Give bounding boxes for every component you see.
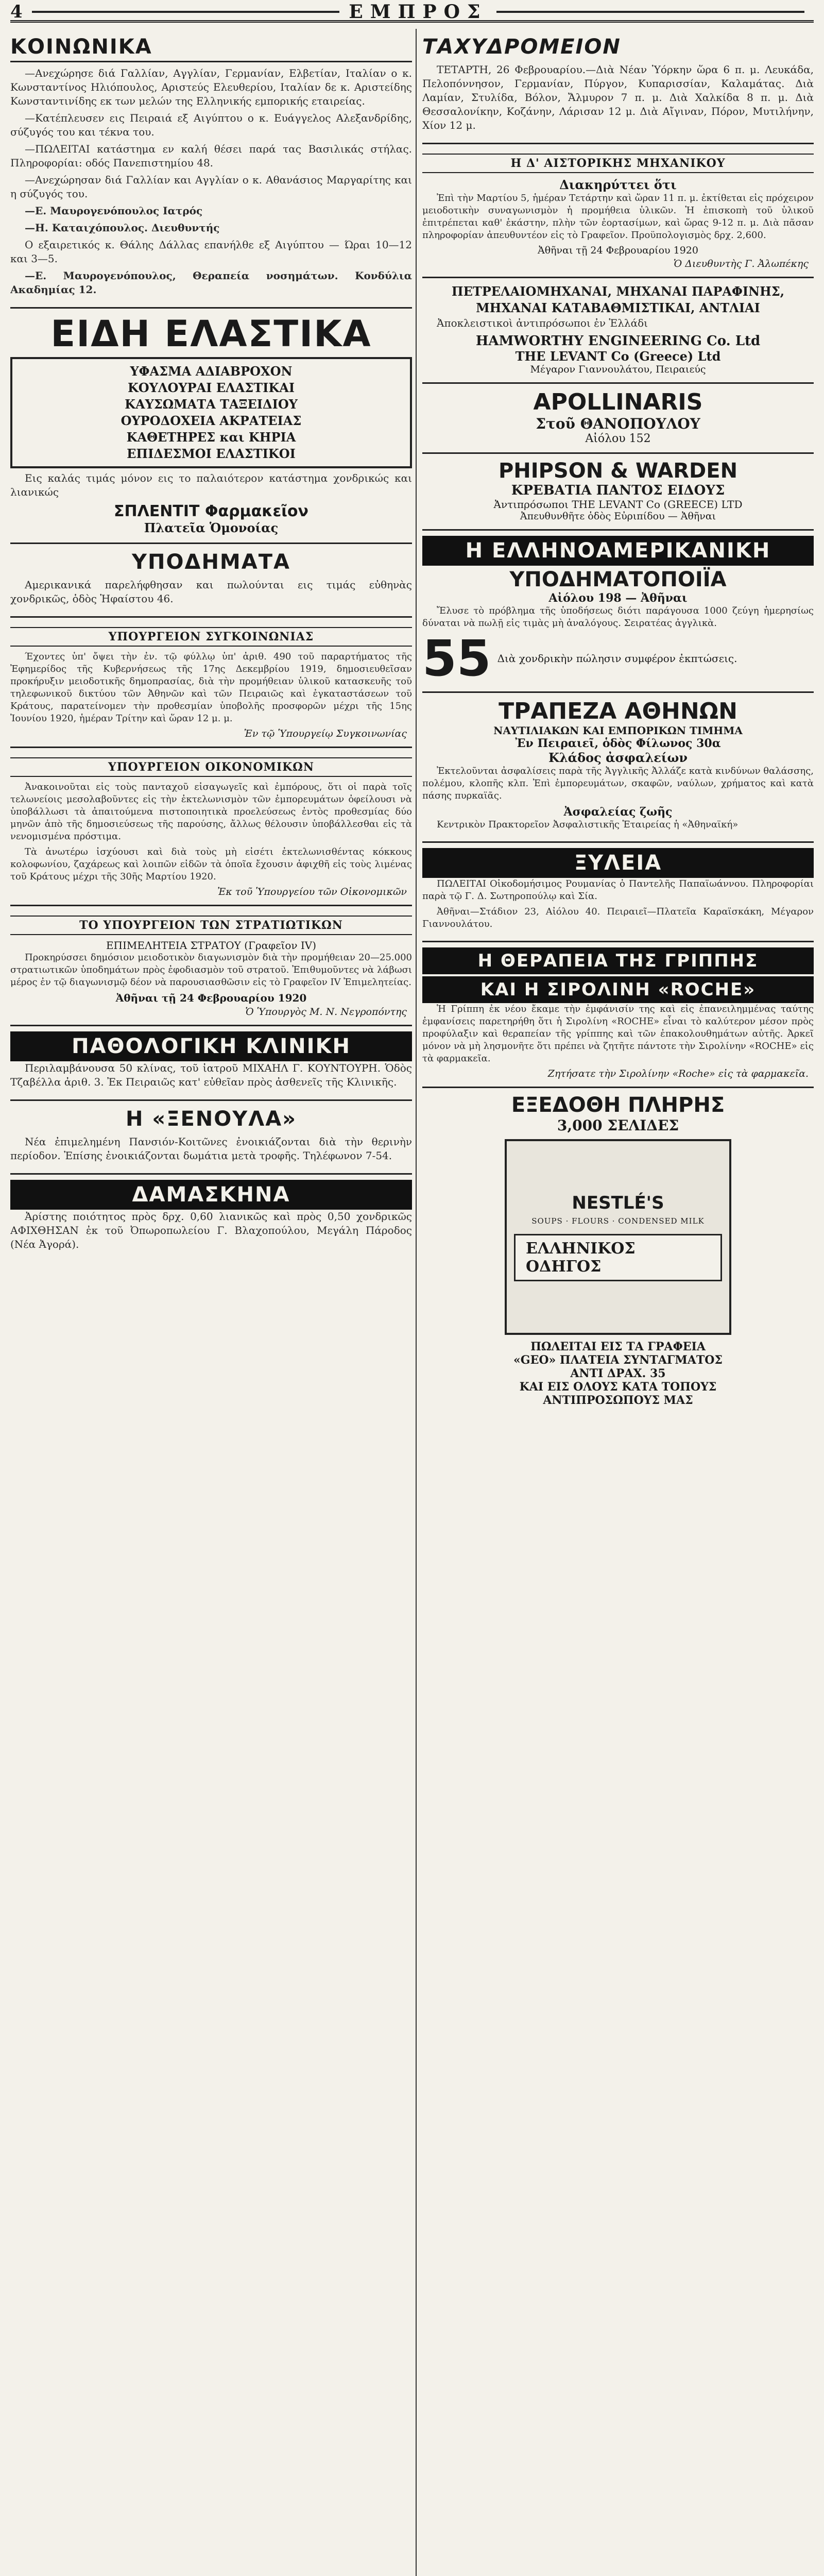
sale-line: ΑΝΤΙΠΡΟΣΩΠΟΥΣ ΜΑΣ	[543, 1394, 693, 1407]
ad-text: ΠΩΛΕΙΤΑΙ Οἰκοδομήσιμος Ρουμανίας ὁ Παντελῆς Παπαϊωάννου. Πληροφορίαι παρὰ τῷ Γ. Δ. Σωτηροπούλῳ καὶ Σία.	[422, 878, 814, 902]
left-column	[10, 29, 412, 2576]
ad-title: ΥΠΟΔΗΜΑΤΑ	[132, 550, 290, 574]
ad-note: Εις καλάς τιμάς μόνον εις το παλαιότερον κατάστημα χονδρικώς και λιανικώς	[10, 472, 412, 498]
damaskina-ad	[10, 1175, 412, 1262]
machines-ad	[422, 278, 814, 384]
paragraph: Ο εξαιρετικός κ. Θάλης Δάλλας επανήλθε εξ Αιγύπτου — Ώραι 10—12 και 3—5.	[10, 239, 412, 265]
ad-title: ΔΑΜΑΣΚΗΝΑ	[10, 1180, 412, 1210]
signature: —Η. Καταιχόπουλος. Διευθυντής	[25, 222, 220, 234]
department: Ἀσφαλείας ζωῆς	[563, 805, 673, 819]
agent-name: Ἀντιπρόσωποι THE LEVANT Co (GREECE) LTD	[493, 498, 743, 511]
sale-line: «GEO» ΠΛΑΤΕΙΑ ΣΥΝΤΑΓΜΑΤΟΣ	[513, 1353, 723, 1367]
wood-ad	[422, 843, 814, 942]
grippe-ad	[422, 942, 814, 1088]
ad-text: Αμερικανικά παρελήφθησαν και πωλούνται εις τιμάς εὐθηνὰς χονδρικῶς, ὁδὸς Ἡφαίστου 46.	[10, 579, 412, 605]
section-text: ΤΕΤΑΡΤΗ, 26 Φεβρουαρίου.—Διὰ Νέαν Ὑόρκην ὥρα 6 π. μ. Λευκάδα, Πελοπόννησον, Γερμανίαν, Πύργον, Κυπαρισσίαν, Καλαμάτας. Διὰ Λαμίαν, Στυλίδα, Βόλον, Ἄλμυρον 7 π. μ. Διὰ Χαλκίδα 8 π. μ. Διὰ Θεσσαλονίκην, Κοζάνην, Λάρισαν 12 μ. Διὰ Αἴγιναν, Πόρον, Μυτιλήνην, Χίον 12 μ.	[422, 63, 814, 131]
signature: —Ε. Μαυρογενόπουλος Ιατρός	[25, 205, 203, 217]
ad-text: Ἀποκλειστικοὶ ἀντιπρόσωποι ἐν Ἑλλάδι	[437, 317, 648, 329]
ad-text: ΚΡΕΒΑΤΙΑ ΠΑΝΤΟΣ ΕΙΔΟΥΣ	[511, 483, 725, 498]
notice-title: Η Δ' ΑΙΣΤΟΡΙΚΗΣ ΜΗΧΑΝΙΚΟΥ	[422, 154, 814, 173]
notice-title: ΥΠΟΥΡΓΕΙΟΝ ΟΙΚΟΝΟΜΙΚΩΝ	[10, 757, 412, 777]
economics-notice	[10, 748, 412, 906]
ad-item: ΚΑΥΣΩΜΑΤΑ ΤΑΞΕΙΔΙΟΥ	[125, 397, 298, 412]
cover-label: ΕΛΛΗΝΙΚΟΣ ΟΔΗΓΟΣ	[514, 1234, 722, 1281]
notice-signature: Ἐκ τοῦ Ὑπουργείου τῶν Οἰκονομικῶν	[217, 886, 407, 897]
notice-text: Τὰ ἀνωτέρω ἰσχύουσι καὶ διὰ τοὺς μὴ εἰσέτι ἐκτελωνισθέντας κόκκους κολοφωνίου, ζαχάρεως καὶ λοιπῶν εἰδῶν τὰ ὁποῖα ἔχουσιν ἀφιχθῆ εἰς τοὺς λιμένας τοῦ Κράτους μέχρι τῆς 30ῆς Μαρτίου 1920.	[10, 846, 412, 882]
notice-signature: Ἐν τῷ Ὑπουργείῳ Συγκοινωνίας	[244, 728, 407, 739]
ad-subtitle: ΥΠΟΔΗΜΑΤΟΠΟΙΪΑ	[509, 568, 727, 591]
notice-text: Ἀνακοινοῦται εἰς τοὺς πανταχοῦ εἰσαγωγεῖς καὶ ἐμπόρους, ὅτι οἱ παρὰ τοῖς τελωνείοις μεσολαβοῦντες εἰς τὴν ἐκτελωνισμὸν τῶν ἐμπορευμάτων ὀφείλουσι νὰ ὑποβάλλωσι τὰ ἀπαιτούμενα πιστοποιητικὰ προελεύσεως ἐντὸς προθεσμίας δύο μηνῶν ἀπὸ τῆς δημοσιεύσεως τῆς παρούσης, ἄλλως θέλουσιν ὑποβάλλεσθαι εἰς τὰ νενομισμένα πρόστιμα.	[10, 782, 412, 842]
ad-text: Νέα ἐπιμελημένη Πανσιόν-Κοιτῶνες ἐνοικιάζονται διὰ τὴν θερινὴν περίοδον. Ἐπίσης ἐνοικιάζονται δωμάτια μετὰ τροφῆς. Τηλέφωνον 7-54.	[10, 1136, 412, 1162]
brand-name: APOLLINARIS	[533, 389, 703, 415]
brand-name: HAMWORTHY ENGINEERING Co. Ltd	[475, 333, 761, 349]
sale-line: ΠΩΛΕΙΤΑΙ ΕΙΣ ΤΑ ΓΡΑΦΕΙΑ	[530, 1340, 706, 1353]
address: Ἀθῆναι—Στάδιον 23, Αἰόλου 40. Πειραιεῖ—Πλατεῖα Καραϊσκάκη, Μέγαρον Γιαννουλάτου.	[422, 906, 814, 929]
masthead-rule	[496, 11, 804, 13]
column-divider	[416, 29, 417, 2576]
ad-text: Ἀρίστης ποιότητος πρὸς δρχ. 0,60 λιανικῶς καὶ πρὸς 0,50 χονδρικῶς ΑΦΙΧΘΗΣΑΝ ἐκ τοῦ Ὀπωροπωλείου Γ. Βλαχοπούλου, Μεγάλη Πάροδος (Νέα Ἀγορά).	[10, 1210, 412, 1250]
paragraph: —Κατέπλευσεν εις Πειραιά εξ Αιγύπτου ο κ. Ευάγγελος Αλεξανδρίδης, σύζυγός του και τέκνα του.	[10, 112, 412, 138]
bank-name: ΤΡΑΠΕΖΑ ΑΘΗΝΩΝ	[499, 698, 737, 724]
ad-text: Ἐκτελοῦνται ἀσφαλίσεις παρὰ τῆς Ἀγγλικῆς Ἀλλάζε κατὰ κινδύνων θαλάσσης, πολέμου, κλοπῆς κλπ. Ἐπὶ ἐμπορευμάτων, σκαφῶν, ναύλων, χρήματος καὶ κατὰ πάσης πυρκαϊᾶς.	[422, 766, 814, 801]
ad-item: ΟΥΡΟΔΟΧΕΙΑ ΑΚΡΑΤΕΙΑΣ	[121, 413, 302, 428]
military-notice	[10, 906, 412, 1026]
shop-address: Πλατεῖα Ὁμονοίας	[144, 520, 279, 535]
ad-title: ΠΑΘΟΛΟΓΙΚΗ ΚΛΙΝΙΚΗ	[10, 1031, 412, 1061]
sale-line: ΑΝΤΙ ΔΡΑΧ. 35	[570, 1367, 666, 1380]
ad-text: Περιλαμβάνουσα 50 κλίνας, τοῦ ἰατροῦ ΜΙΧΑΗΛ Γ. ΚΟΥΝΤΟΥΡΗ. Ὁδὸς Τζαβέλλα ἀριθ. 3. Ἐκ Πειραιῶς κατ' εὐθεῖαν πρὸς ἀσθενεῖς τῆς Κλινικῆς.	[10, 1062, 412, 1088]
phipson-ad	[422, 454, 814, 531]
agent-text: Κεντρικὸν Πρακτορεῖον Ἀσφαλιστικῆς Ἑταιρείας ἡ «Ἀθηναϊκή»	[437, 819, 739, 830]
clinic-ad	[10, 1026, 412, 1101]
ad-title: ΕΞΕΔΟΘΗ ΠΛΗΡΗΣ	[511, 1093, 725, 1117]
book-ad	[422, 1088, 814, 1414]
notice-signature: Ὁ Διευθυντὴς Γ. Ἀλωπέκης	[673, 258, 809, 269]
signature: —Ε. Μαυρογενόπουλος, Θεραπεία νοσημάτων. Κονδύλια Ακαδημίας 12.	[10, 269, 412, 296]
bank-subtitle: ΝΑΥΤΙΛΙΑΚΩΝ ΚΑΙ ΕΜΠΟΡΙΚΩΝ ΤΙΜΗΜΑ	[493, 724, 743, 737]
branch-address: Ἐν Πειραιεῖ, ὁδὸς Φίλωνος 30α	[515, 737, 721, 750]
paragraph: —ΠΩΛΕΙΤΑΙ κατάστημα εν καλή θέσει παρά τας Βασιλικάς στήλας. Πληροφορίαι: οδός Πανεπιστημίου 48.	[10, 143, 412, 169]
notice-date: Ἀθῆναι τῇ 24 Φεβρουαρίου 1920	[538, 245, 698, 256]
masthead	[10, 3, 814, 23]
ad-title: ΕΙΔΗ ΕΛΑΣΤΙΚΑ	[50, 313, 372, 355]
address: Αἰόλου 152	[585, 432, 651, 445]
post-section	[422, 29, 814, 144]
social-section	[10, 29, 412, 309]
price-number: 55	[422, 630, 491, 687]
ad-item-list	[10, 357, 412, 468]
bank-ad	[422, 693, 814, 843]
address: Αἰόλου 198 — Ἀθῆναι	[548, 591, 688, 605]
ad-subtitle: ΚΑΙ Η ΣΙΡΟΛΙΝΗ «ROCHE»	[422, 976, 814, 1003]
ad-item: ΥΦΑΣΜΑ ΑΔΙΑΒΡΟΧΟΝ	[130, 364, 293, 379]
ad-title: ΞΥΛΕΙΑ	[422, 848, 814, 878]
address: Μέγαρον Γιαννουλάτου, Πειραιεύς	[530, 364, 706, 375]
communications-notice	[10, 618, 412, 748]
book-cover	[505, 1139, 731, 1335]
section-title: ΚΟΙΝΩΝΙΚΑ	[10, 35, 412, 62]
notice-text: Έχοντες ὑπ' ὄψει τὴν ἐν. τῷ φύλλῳ ὑπ' ἀριθ. 490 τοῦ παραρτήματος τῆς Ἐφημερίδος τῆς Κυβερνήσεως τῆς 17ης Δεκεμβρίου 1919, δημοσιευθεῖσαν προκήρυξιν μειοδοτικῆς δημοπρασίας, διὰ τὴν προμήθειαν ὑλικοῦ κατασκευῆς τοῦ τηλεφωνικοῦ δικτύου τῶν Ἀθηνῶν καὶ τῶν Πειραιῶς καὶ ἐγκαταστάσεων τοῦ Κράτους, παρατείνομεν τὴν προθεσμίαν ὑποβολῆς προσφορῶν μέχρι τῆς 15ης Ἰουνίου 1920, ἡμέραν Τρίτην καὶ ὥραν 12 μ. μ.	[10, 651, 412, 724]
price-row	[422, 630, 814, 687]
notice-text: Προκηρύσσει δημόσιον μειοδοτικὸν διαγωνισμὸν διὰ τὴν προμήθειαν 20—25.000 στρατιωτικῶν ὑποδημάτων πρὸς ἐφοδιασμὸν τοῦ στρατοῦ. Ἐπιθυμοῦντες νὰ λάβωσι μέρος ἐν τῷ διαγωνισμῷ δέον νὰ παρουσιασθῶσιν εἰς τὸ Γραφεῖον IV Ἐπιμελητείας.	[10, 952, 412, 988]
masthead-rule	[32, 11, 340, 13]
section-title: ΤΑΧΥΔΡΟΜΕΙΟΝ	[422, 35, 621, 59]
shoes-ad	[10, 544, 412, 618]
page-number: 4	[10, 1, 23, 22]
ad-title: Η ΘΕΡΑΠΕΙΑ ΤΗΣ ΓΡΙΠΠΗΣ	[422, 947, 814, 974]
paragraph: —Ανεχώρησαν διά Γαλλίαν και Αγγλίαν ο κ. Αθανάσιος Μαργαρίτης και η σύζυγός του.	[10, 174, 412, 200]
department: Κλάδος ἀσφαλείων	[548, 750, 688, 765]
ad-title: Η ΕΛΛΗΝΟΑΜΕΡΙΚΑΝΙΚΗ	[422, 536, 814, 566]
elastika-ad	[10, 309, 412, 544]
notice-subtitle: Διακηρύττει ὅτι	[559, 177, 677, 192]
price-note: Διὰ χονδρικὴν πώλησιν συμφέρον ἐκπτώσεις.	[497, 652, 737, 665]
ad-item: ΚΑΘΕΤΗΡΕΣ και ΚΗΡΙΑ	[126, 430, 296, 445]
agent-name: THE LEVANT Co (Greece) Ltd	[515, 349, 721, 364]
ad-title: ΠΕΤΡΕΛΑΙΟΜΗΧΑΝΑΙ, ΜΗΧΑΝΑΙ ΠΑΡΑΦΙΝΗΣ, ΜΗΧΑΝΑΙ ΚΑΤΑΒΑΘΜΙΣΤΙΚΑΙ, ΑΝΤΛΙΑΙ	[451, 284, 785, 315]
ad-subtitle: 3,000 ΣΕΛΙΔΕΣ	[557, 1117, 679, 1134]
shop-name: Στοῦ ΘΑΝΟΠΟΥΛΟΥ	[536, 415, 700, 432]
ad-text: Ἔλυσε τὸ πρόβλημα τῆς ὑποδήσεως διότι παράγουσα 1000 ζεύγη ἡμερησίως δύναται νὰ πωλῇ εἰς τιμὰς μὴ ἀναλόγους. Σειρατέας ἀγγλικὰ.	[422, 605, 814, 629]
cover-tagline: SOUPS · FLOURS · CONDENSED MILK	[531, 1216, 705, 1226]
paragraph: —Ανεχώρησε διά Γαλλίαν, Αγγλίαν, Γερμανίαν, Ελβετίαν, Ιταλίαν ο κ. Κωνσταντίνος Ηλιόπουλος, Αριστεύς Ελευθερίου, Ιταλίαν δε κ. Αριστείδης Κωνσταντινίδης εκ των μελών της Ελληνικής εμπορικής εταιρείας.	[10, 67, 412, 107]
ad-text: Ἡ Γρίππη ἐκ νέου ἔκαμε τὴν ἐμφάνισίν της καὶ εἰς ἐπανειλημμένας ταύτης ἐμφανίσεις παρετηρήθη ὅτι ἡ Σιρολίνη «ROCHE» εἶναι τὸ καλύτερον μέσον πρὸς προφύλαξιν καὶ θεραπείαν τῆς γρίππης καὶ τῶν ἐπακολουθημάτων αὐτῆς. Ἀρκεῖ μόνον νὰ μὴ λησμονῆτε ὅτι πρέπει νὰ ζητῆτε πάντοτε τὴν Σιρολίνην «ROCHE» εἰς τὰ φαρμακεῖα.	[422, 1004, 814, 1064]
right-column	[422, 29, 814, 2576]
cover-brand: NESTLÉ'S	[572, 1193, 664, 1213]
sale-line: ΚΑΙ ΕΙΣ ΟΛΟΥΣ ΚΑΤΑ ΤΟΠΟΥΣ	[519, 1380, 717, 1394]
notice-title: ΥΠΟΥΡΓΕΙΟΝ ΣΥΓΚΟΙΝΩΝΙΑΣ	[10, 627, 412, 647]
newspaper-title: ΕΜΠΡΟΣ	[349, 1, 488, 23]
notice-signature: Ὁ Ὑπουργὸς Μ. Ν. Νεγροπόντης	[245, 1006, 407, 1018]
notice-date: Ἀθῆναι τῇ 24 Φεβρουαρίου 1920	[115, 992, 307, 1004]
address: Ἀπευθυνθῆτε ὁδὸς Εὐριπίδου — Ἀθῆναι	[520, 511, 716, 522]
ad-signature: Ζητήσατε τὴν Σιρολίνην «Roche» εἰς τὰ φαρμακεῖα.	[547, 1068, 809, 1079]
shoe-factory-ad	[422, 531, 814, 693]
notice-title: ΤΟ ΥΠΟΥΡΓΕΙΟΝ ΤΩΝ ΣΤΡΑΤΙΩΤΙΚΩΝ	[10, 916, 412, 935]
ad-title: Η «ΞΕΝΟΥΛΑ»	[125, 1107, 297, 1131]
ad-item: ΕΠΙΔΕΣΜΟΙ ΕΛΑΣΤΙΚΟΙ	[127, 446, 296, 461]
xenoula-ad	[10, 1101, 412, 1175]
notice-subtitle: ΕΠΙΜΕΛΗΤΕΙΑ ΣΤΡΑΤΟΥ (Γραφεῖον IV)	[106, 939, 317, 952]
apollinaris-ad	[422, 384, 814, 454]
engineers-notice	[422, 144, 814, 278]
shop-name: ΣΠΛΕΝΤΙΤ Φαρμακεῖον	[114, 502, 308, 520]
brand-name: PHIPSON & WARDEN	[498, 459, 738, 483]
notice-text: Ἐπὶ τὴν Μαρτίου 5, ἡμέραν Τετάρτην καὶ ὥραν 11 π. μ. ἐκτίθεται εἰς πρόχειρον μειοδοτικὴν συναγωνισμὸν ἡ προμήθεια ὑλικῶν. Ἡ ἐπισκοπὴ τοῦ ὑλικοῦ ἐπιτρέπεται καθ' ἑκάστην, πλὴν τῶν ἐορτασίμων, καὶ ὥρας 9-12 π. μ. Διὰ πᾶσαν πληροφορίαν ἀπευθυντέον εἰς τὸ Γραφεῖον. Προϋπολογισμὸς δρχ. 2,600.	[422, 193, 814, 241]
ad-item: ΚΟΥΛΟΥΡΑΙ ΕΛΑΣΤΙΚΑΙ	[127, 380, 295, 395]
